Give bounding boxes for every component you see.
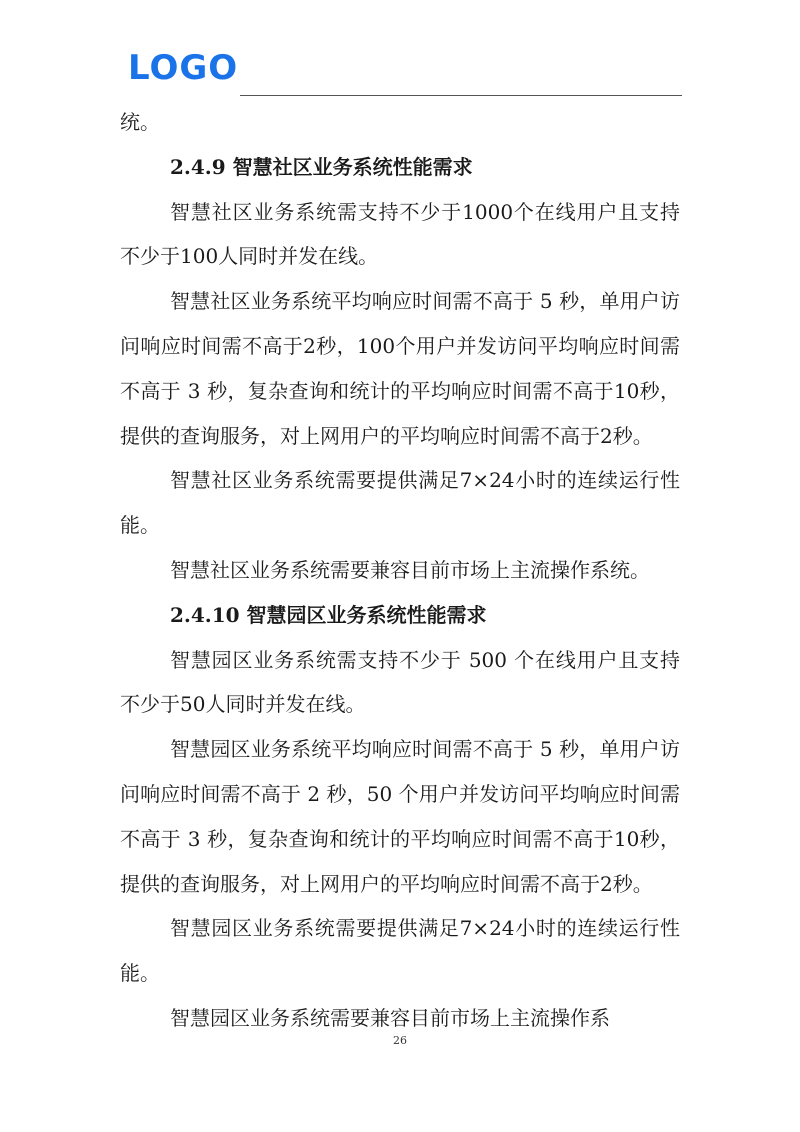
paragraph: 智慧园区业务系统需要提供满足7×24小时的连续运行性能。 — [120, 916, 680, 986]
section-heading-2-4-10: 2.4.10 智慧园区业务系统性能需求 — [170, 602, 487, 627]
company-logo: LOGO — [128, 48, 239, 88]
paragraph: 智慧社区业务系统平均响应时间需不高于 5 秒，单用户访问响应时间需不高于2秒，100个用户并发访问平均响应时间需不高于 3 秒，复杂查询和统计的平均响应时间需不高于10秒，提供的查询服务，对上网用户的平均响应时间需不高于2秒。 — [120, 289, 680, 448]
document-body — [120, 100, 680, 1041]
paragraph: 智慧园区业务系统需支持不少于 500 个在线用户且支持不少于50人同时并发在线。 — [120, 647, 680, 717]
paragraph: 智慧社区业务系统需要兼容目前市场上主流操作系统。 — [170, 557, 650, 582]
header-divider — [240, 95, 682, 96]
paragraph: 智慧园区业务系统平均响应时间需不高于 5 秒，单用户访问响应时间需不高于 2 秒，50 个用户并发访问平均响应时间需不高于 3 秒，复杂查询和统计的平均响应时间需不高于10秒，提供的查询服务，对上网用户的平均响应时间需不高于2秒。 — [120, 737, 680, 896]
paragraph: 智慧社区业务系统需支持不少于1000个在线用户且支持不少于100人同时并发在线。 — [120, 199, 680, 269]
paragraph-continuation: 统。 — [120, 110, 160, 134]
paragraph: 智慧园区业务系统需要兼容目前市场上主流操作系 — [170, 1005, 610, 1030]
paragraph: 智慧社区业务系统需要提供满足7×24小时的连续运行性能。 — [120, 468, 680, 538]
section-heading-2-4-9: 2.4.9 智慧社区业务系统性能需求 — [170, 154, 473, 179]
page-number: 26 — [393, 1034, 407, 1047]
